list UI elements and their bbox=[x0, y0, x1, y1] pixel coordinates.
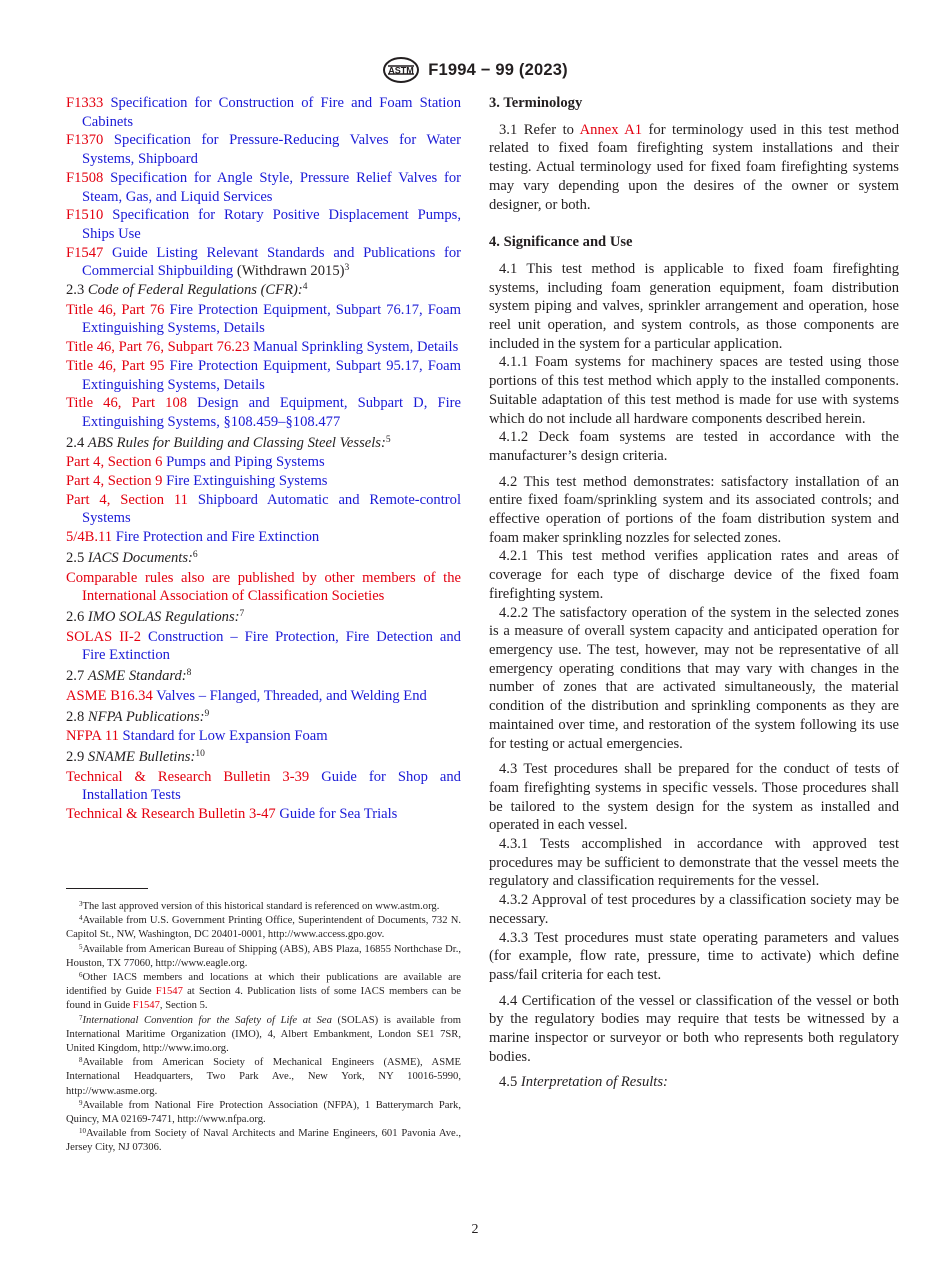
ref-code-link[interactable]: F1547 bbox=[66, 244, 104, 261]
ref-code-link[interactable]: Title 46, Part 95 bbox=[66, 357, 165, 374]
ref-title-link[interactable]: Guide for Shop and Installation Tests bbox=[82, 768, 461, 804]
ref-code-link[interactable]: Part 4, Section 11 bbox=[66, 491, 188, 508]
paragraph-3-1: 3.1 Refer to Annex A1 for terminology used in this test method related to fixed foam firefighting system installations and their testing. Actual terminology used for fixed foam firefighting systems may vary depending upon the desires of the owner or system designer, or both. bbox=[489, 121, 899, 213]
section-2-8: 2.8 NFPA Publications:$^9$ bbox=[66, 708, 210, 725]
guide-link[interactable]: F1547 bbox=[132, 1000, 160, 1012]
ref-code-link[interactable]: Technical & Research Bulletin 3-39 bbox=[66, 768, 310, 785]
footnote-7: $^7$International Convention for the Safety of Life at Sea (SOLAS) is available from International Maritime Organization (IMO), 4, Albert Embankment, London SE1 7SR, United Kingdom, http://www.imo.org. bbox=[66, 1013, 461, 1055]
ref-title-link[interactable]: Fire Protection and Fire Extinction bbox=[115, 529, 320, 546]
astm-logo-icon bbox=[382, 56, 420, 84]
ref-code-link[interactable]: 5/4B.11 bbox=[66, 529, 113, 546]
paragraph-4-2-1: 4.2.1 This test method verifies application rates and areas of coverage for each type of discharge device of the fixed foam firefighting system. bbox=[489, 548, 899, 602]
guide-link[interactable]: F1547 bbox=[155, 986, 183, 998]
reference-f1508 bbox=[66, 169, 461, 206]
ref-title-link[interactable]: Pumps and Piping Systems bbox=[166, 454, 325, 471]
ref-code-link[interactable]: Part 4, Section 6 bbox=[66, 454, 163, 471]
reference-abs bbox=[66, 472, 461, 491]
reference-nfpa bbox=[66, 727, 461, 746]
footnotes bbox=[66, 900, 461, 1156]
footnote-9: $^9$Available from National Fire Protection Association (NFPA), 1 Batterymarch Park, Quincy, MA 02169-7471, http://www.nfpa.org. bbox=[66, 1098, 461, 1126]
ref-code-link[interactable]: SOLAS II-2 bbox=[66, 628, 142, 645]
ref-code-link[interactable]: Technical & Research Bulletin 3-47 bbox=[66, 806, 276, 823]
section-2-7: 2.7 ASME Standard:$^8$ bbox=[66, 668, 192, 685]
reference-f1510 bbox=[66, 206, 461, 243]
section-heading-terminology: 3. Terminology bbox=[489, 95, 583, 111]
annex-a1-link[interactable]: Annex A1 bbox=[579, 121, 643, 138]
paragraph-4-3-3: 4.3.3 Test procedures must state operating parameters and values (for example, flow rate, pressure, time to activate) which define pass/fail criteria for each test. bbox=[489, 929, 899, 983]
paragraph-4-2-2: 4.2.2 The satisfactory operation of the system in the selected zones is a measure of overall system capacity and anticipated operation for emergency use. The test, however, may not be representative of all emergency operating conditions that may vary with changes in the number of zones that are activated simultaneously, the material condition of the distribution and sprinkling components as they are maintained over time, and restoration of the system following its use for testing or actual emergencies. bbox=[489, 604, 899, 752]
ref-title-link[interactable]: Specification for Rotary Positive Displacement Pumps, Ships Use bbox=[82, 207, 461, 242]
ref-title-link[interactable]: Specification for Pressure-Reducing Valves for Water Systems, Shipboard bbox=[82, 132, 461, 168]
footnote-6: $^6$Other IACS members and locations at which their publications are available are identified by Guide F1547 at Section 4. Publication lists of some IACS members can be found in Guide F1547, Section 5. bbox=[66, 971, 461, 1012]
reference-sname bbox=[66, 805, 461, 824]
ref-title-link[interactable]: Fire Protection Equipment, Subpart 76.17, Foam Extinguishing Systems, Details bbox=[82, 301, 461, 337]
designation: F1994 − 99 (2023) bbox=[428, 60, 568, 79]
paragraph-4-1: 4.1 This test method is applicable to fixed foam firefighting systems, including foam generation equipment, foam distribution system piping and valves, sprinkler arrangement and operation, hose reel unit operation, and system controls, as those components are included in the system for a particular application. bbox=[489, 260, 899, 352]
reference-f1370 bbox=[66, 131, 461, 168]
ref-title-link[interactable]: Guide Listing Relevant Standards and Publications for Commercial Shipbuilding bbox=[82, 244, 461, 280]
ref-title-link[interactable]: Construction – Fire Protection, Fire Detection and Fire Extinction bbox=[82, 628, 461, 664]
reference-abs bbox=[66, 491, 461, 528]
footnote-marker: 3 bbox=[344, 263, 350, 274]
section-2-5: 2.5 IACS Documents:$^6$ bbox=[66, 549, 198, 566]
footnote-4: $^4$Available from U.S. Government Printing Office, Superintendent of Documents, 732 N. Capitol St., NW, Washington, DC 20401-0001, http://www.access.gpo.gov. bbox=[66, 914, 461, 941]
paragraph-4-1-2: 4.1.2 Deck foam systems are tested in accordance with the manufacturer’s design criteria. bbox=[489, 429, 899, 464]
ref-title-link[interactable]: Fire Protection Equipment, Subpart 95.17, Foam Extinguishing Systems, Details bbox=[82, 357, 461, 393]
footnote-divider bbox=[66, 888, 148, 889]
ref-title-link[interactable]: Standard for Low Expansion Foam bbox=[122, 728, 328, 745]
ref-title-link[interactable]: Design and Equipment, Subpart D, Fire Extinguishing Systems, §108.459–§108.477 bbox=[82, 395, 461, 430]
ref-code-link[interactable]: Title 46, Part 76 bbox=[66, 301, 165, 318]
reference-solas bbox=[66, 628, 461, 665]
ref-title-link[interactable]: Guide for Sea Trials bbox=[279, 806, 398, 823]
ref-title-link[interactable]: Manual Sprinkling System, Details bbox=[253, 339, 459, 356]
paragraph-4-1-1: 4.1.1 Foam systems for machinery spaces are tested using those portions of this test method which apply to the installed components. Suitable adaptation of this test method is made for use with systems which do not include all hardware components described herein. bbox=[489, 354, 899, 427]
ref-title-link[interactable]: Shipboard Automatic and Remote-control Systems bbox=[82, 491, 461, 527]
right-column bbox=[489, 94, 899, 1092]
section-2-9: 2.9 SNAME Bulletins:$^{10}$ bbox=[66, 748, 205, 765]
ref-code-link[interactable]: ASME B16.34 bbox=[66, 687, 153, 704]
reference-cfr bbox=[66, 338, 461, 357]
ref-code-link[interactable]: Part 4, Section 9 bbox=[66, 473, 163, 490]
footnote-3: $^3$The last approved version of this historical standard is referenced on www.astm.org. bbox=[79, 900, 440, 912]
ref-title-link[interactable]: Specification for Construction of Fire and Foam Station Cabinets bbox=[82, 95, 461, 130]
page-header bbox=[0, 56, 950, 84]
reference-sname bbox=[66, 768, 461, 805]
ref-code-link[interactable]: F1510 bbox=[66, 207, 104, 224]
reference-cfr bbox=[66, 301, 461, 338]
ref-title-link[interactable]: Fire Extinguishing Systems bbox=[166, 473, 328, 490]
paragraph-4-3-1: 4.3.1 Tests accomplished in accordance with approved test procedures may be sufficient to demonstrate that the vessel meets the regulatory and classification requirements for the vessel. bbox=[489, 836, 899, 890]
ref-code-link[interactable]: F1508 bbox=[66, 169, 104, 186]
iacs-note-link[interactable]: Comparable rules also are published by other members of the International Association of Classification Societies bbox=[66, 569, 461, 605]
reference-cfr bbox=[66, 357, 461, 394]
reference-f1333 bbox=[66, 94, 461, 131]
footnote-5: $^5$Available from American Bureau of Shipping (ABS), ABS Plaza, 16855 Northchase Dr., Houston, TX 77060, http://www.eagle.org. bbox=[66, 942, 461, 969]
section-2-6: 2.6 IMO SOLAS Regulations:$^7$ bbox=[66, 608, 245, 625]
section-heading-significance: 4. Significance and Use bbox=[489, 234, 633, 251]
section-2-3: 2.3 Code of Federal Regulations (CFR):$^4$ bbox=[66, 282, 308, 299]
svg-text:ASTM: ASTM bbox=[388, 65, 414, 76]
section-2-4: 2.4 ABS Rules for Building and Classing Steel Vessels:$^5$ bbox=[66, 434, 391, 451]
paragraph-4-5: 4.5 Interpretation of Results: bbox=[499, 1074, 668, 1091]
reference-cfr bbox=[66, 394, 461, 431]
reference-f1547 bbox=[66, 244, 461, 281]
footnote-10: $^{10}$Available from Society of Naval Architects and Marine Engineers, 601 Pavonia Ave., Jersey City, NJ 07306. bbox=[66, 1127, 461, 1154]
ref-code-link[interactable]: NFPA 11 bbox=[66, 728, 119, 745]
paragraph-4-4: 4.4 Certification of the vessel or classification of the vessel or both by the regulatory bodies may require that tests be witnessed by a marine inspector or surveyor or both who represents both regulatory bodies. bbox=[489, 992, 899, 1065]
reference-asme bbox=[66, 687, 461, 706]
withdrawn-note: (Withdrawn 2015) bbox=[233, 263, 345, 280]
paragraph-4-3: 4.3 Test procedures shall be prepared for the conduct of tests of foam firefighting systems in specific vessels. Those procedures shall be tailored to the system design for the system as installed and operated in each vessel. bbox=[489, 761, 899, 834]
ref-code-link[interactable]: F1333 bbox=[66, 95, 104, 111]
ref-code-link[interactable]: Title 46, Part 76, Subpart 76.23 bbox=[66, 339, 250, 356]
ref-title-link[interactable]: Specification for Angle Style, Pressure Relief Valves for Steam, Gas, and Liquid Services bbox=[82, 169, 461, 205]
ref-title-link[interactable]: Valves – Flanged, Threaded, and Welding End bbox=[156, 687, 427, 704]
ref-code-link[interactable]: F1370 bbox=[66, 132, 104, 149]
ref-code-link[interactable]: Title 46, Part 108 bbox=[66, 395, 188, 412]
paragraph-4-3-2: 4.3.2 Approval of test procedures by a classification society may be necessary. bbox=[489, 892, 899, 927]
left-column bbox=[66, 94, 461, 824]
reference-abs bbox=[66, 528, 461, 547]
reference-abs bbox=[66, 453, 461, 472]
footnote-8: $^8$Available from American Society of Mechanical Engineers (ASME), ASME International Headquarters, Two Park Ave., New York, NY 10016-5990, http://www.asme.org. bbox=[66, 1056, 461, 1097]
page-number: 2 bbox=[471, 1222, 479, 1237]
paragraph-4-2: 4.2 This test method demonstrates: satisfactory installation of an entire fixed foam/sprinkling system and its associated controls; and effective operation of portions of the foam distribution system and foam maker sprinkling nozzles for selected zones. bbox=[489, 473, 899, 546]
